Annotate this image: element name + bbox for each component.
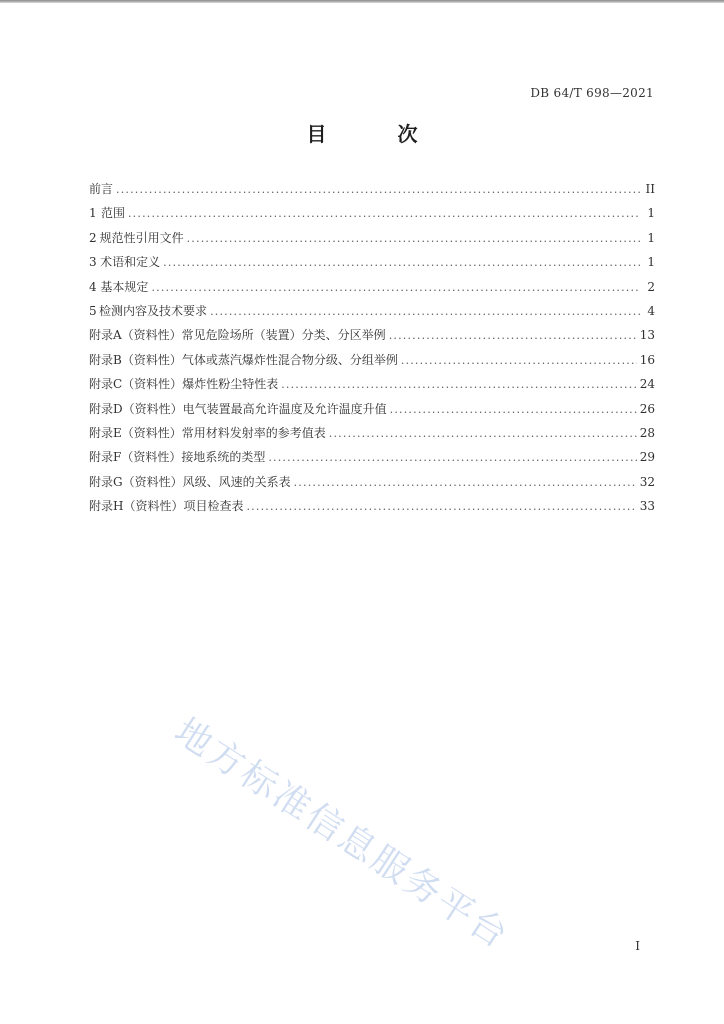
toc-entry[interactable] xyxy=(89,278,655,302)
toc-leader-dots xyxy=(281,378,637,391)
toc-entry[interactable] xyxy=(89,229,655,253)
toc-leader-dots xyxy=(187,232,640,245)
scan-top-edge xyxy=(0,0,724,3)
toc-entry-appendix-label: 附录D（资料性） xyxy=(89,401,183,416)
toc-entry-number: 1 xyxy=(89,206,97,221)
toc-entry-appendix-label: 附录F（资料性） xyxy=(89,450,182,465)
toc-entry-appendix-label: 附录G（资料性） xyxy=(89,474,183,489)
toc-entry-page: II xyxy=(645,182,655,196)
toc-entry-page: 1 xyxy=(647,206,655,221)
toc-entry-title: 气体或蒸汽爆炸性混合物分级、分组举例 xyxy=(181,352,398,367)
toc-entry-title: 范围 xyxy=(100,206,125,221)
toc-entry[interactable] xyxy=(89,253,655,277)
page-title: 目 次 xyxy=(306,122,450,146)
toc-entry[interactable] xyxy=(89,375,655,399)
toc-entry-number: 3 xyxy=(89,255,97,270)
toc-leader-dots xyxy=(151,281,640,294)
toc-entry-title: 风级、风速的关系表 xyxy=(182,474,291,489)
toc-entry[interactable] xyxy=(89,302,655,326)
toc-entry-page: 28 xyxy=(639,425,655,440)
toc-entry-title: 基本规定 xyxy=(100,279,149,294)
toc-leader-dots xyxy=(246,500,636,513)
toc-entry-title: 术语和定义 xyxy=(100,255,161,270)
toc-entry-page: 2 xyxy=(647,279,655,294)
toc-entry-title: 接地系统的类型 xyxy=(181,450,266,465)
watermark-text: 地方标准信息服务平台 xyxy=(167,710,517,958)
toc-entry-number: 5 xyxy=(89,303,97,318)
toc-entry-page: 16 xyxy=(639,352,655,367)
toc-leader-dots xyxy=(128,207,640,220)
toc-entry[interactable] xyxy=(89,400,655,424)
toc-entry-appendix-label: 附录C（资料性） xyxy=(89,377,183,392)
toc-entry[interactable] xyxy=(89,448,655,472)
toc-leader-dots xyxy=(268,451,636,464)
toc-entry-page: 33 xyxy=(639,499,655,514)
toc-entry[interactable] xyxy=(89,204,655,228)
toc-entry-title: 前言 xyxy=(89,182,114,196)
toc-entry-number: 2 xyxy=(89,230,97,245)
toc-entry[interactable] xyxy=(89,351,655,375)
table-of-contents xyxy=(89,180,655,521)
toc-entry[interactable] xyxy=(89,497,655,521)
toc-entry[interactable] xyxy=(89,326,655,350)
toc-entry-appendix-label: 附录E（资料性） xyxy=(89,425,182,440)
toc-entry-page: 32 xyxy=(639,474,655,489)
toc-entry-page: 26 xyxy=(639,401,655,416)
toc-entry-page: 13 xyxy=(639,328,655,343)
toc-entry-title: 常用材料发射率的参考值表 xyxy=(181,425,326,440)
toc-entry-title: 项目检查表 xyxy=(183,499,244,514)
toc-entry-appendix-label: 附录A（资料性） xyxy=(89,328,182,343)
toc-entry-page: 1 xyxy=(647,255,655,270)
toc-leader-dots xyxy=(116,183,640,196)
toc-entry[interactable] xyxy=(89,180,655,204)
toc-leader-dots xyxy=(163,256,640,269)
document-code: DB 64/T 698—2021 xyxy=(530,86,654,100)
toc-entry-appendix-label: 附录B（资料性） xyxy=(89,352,182,367)
toc-entry[interactable] xyxy=(89,473,655,497)
toc-entry-title: 爆炸性粉尘特性表 xyxy=(182,377,279,392)
toc-entry-appendix-label: 附录H（资料性） xyxy=(89,499,184,514)
toc-leader-dots xyxy=(329,427,637,440)
toc-leader-dots xyxy=(390,403,637,416)
toc-entry[interactable] xyxy=(89,424,655,448)
toc-leader-dots xyxy=(210,305,640,318)
toc-entry-page: 29 xyxy=(639,450,655,465)
toc-leader-dots xyxy=(401,354,637,367)
toc-entry-title: 规范性引用文件 xyxy=(99,230,184,245)
toc-entry-title: 常见危险场所（装置）分类、分区举例 xyxy=(181,328,386,343)
toc-entry-title: 电气装置最高允许温度及允许温度升值 xyxy=(182,401,387,416)
toc-entry-title: 检测内容及技术要求 xyxy=(99,303,208,318)
toc-entry-number: 4 xyxy=(89,279,97,294)
toc-entry-page: 4 xyxy=(647,303,655,318)
toc-entry-page: 1 xyxy=(647,230,655,245)
toc-leader-dots xyxy=(389,329,637,342)
page-number: I xyxy=(635,939,640,953)
toc-leader-dots xyxy=(294,476,637,489)
toc-entry-page: 24 xyxy=(639,377,655,392)
